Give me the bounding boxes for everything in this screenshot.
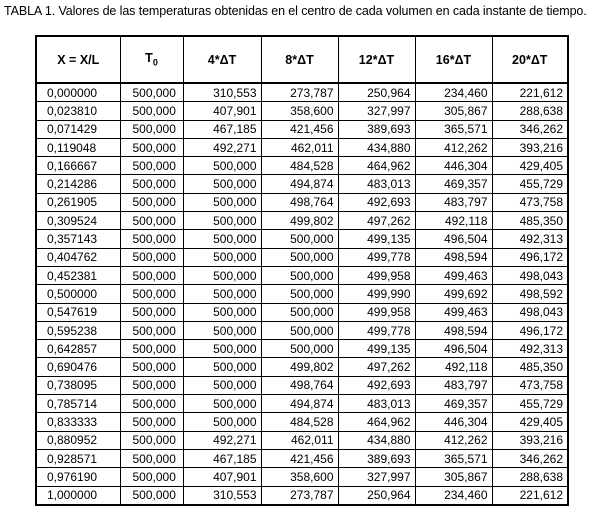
cell-8-dt: 500,000 xyxy=(261,340,338,358)
cell-20-dt: 473,758 xyxy=(492,376,568,394)
cell-8-dt: 500,000 xyxy=(261,321,338,339)
cell-t0: 500,000 xyxy=(120,175,183,193)
cell-position: 0,500000 xyxy=(36,285,120,303)
cell-t0: 500,000 xyxy=(120,358,183,376)
temperature-table xyxy=(35,35,569,506)
cell-4-dt: 500,000 xyxy=(183,212,261,230)
cell-16-dt: 498,594 xyxy=(415,248,492,266)
cell-position: 0,309524 xyxy=(36,212,120,230)
header-4-dt: 4*ΔT xyxy=(183,36,261,83)
table-row xyxy=(36,83,568,102)
cell-position: 0,880952 xyxy=(36,431,120,449)
cell-16-dt: 365,571 xyxy=(415,120,492,138)
table-row xyxy=(36,157,568,175)
table-row xyxy=(36,376,568,394)
cell-8-dt: 494,874 xyxy=(261,395,338,413)
cell-16-dt: 469,357 xyxy=(415,175,492,193)
cell-16-dt: 483,797 xyxy=(415,193,492,211)
cell-t0: 500,000 xyxy=(120,230,183,248)
cell-16-dt: 492,118 xyxy=(415,358,492,376)
cell-4-dt: 492,271 xyxy=(183,138,261,156)
cell-position: 0,119048 xyxy=(36,138,120,156)
cell-position: 0,071429 xyxy=(36,120,120,138)
cell-16-dt: 412,262 xyxy=(415,138,492,156)
cell-20-dt: 492,313 xyxy=(492,340,568,358)
cell-4-dt: 500,000 xyxy=(183,321,261,339)
cell-12-dt: 492,693 xyxy=(338,376,415,394)
cell-20-dt: 492,313 xyxy=(492,230,568,248)
cell-16-dt: 446,304 xyxy=(415,157,492,175)
cell-position: 0,214286 xyxy=(36,175,120,193)
cell-4-dt: 407,901 xyxy=(183,102,261,120)
cell-20-dt: 393,216 xyxy=(492,138,568,156)
cell-4-dt: 500,000 xyxy=(183,248,261,266)
cell-t0: 500,000 xyxy=(120,285,183,303)
cell-12-dt: 499,958 xyxy=(338,303,415,321)
cell-16-dt: 365,571 xyxy=(415,449,492,467)
cell-12-dt: 499,990 xyxy=(338,285,415,303)
cell-20-dt: 393,216 xyxy=(492,431,568,449)
cell-12-dt: 483,013 xyxy=(338,395,415,413)
header-t-label: T xyxy=(145,51,153,66)
cell-position: 0,595238 xyxy=(36,321,120,339)
table-row xyxy=(36,486,568,505)
cell-4-dt: 310,553 xyxy=(183,486,261,505)
cell-20-dt: 346,262 xyxy=(492,120,568,138)
cell-16-dt: 499,463 xyxy=(415,266,492,284)
table-row xyxy=(36,266,568,284)
cell-20-dt: 473,758 xyxy=(492,193,568,211)
cell-20-dt: 429,405 xyxy=(492,157,568,175)
cell-12-dt: 497,262 xyxy=(338,358,415,376)
cell-4-dt: 500,000 xyxy=(183,395,261,413)
cell-position: 0,547619 xyxy=(36,303,120,321)
cell-12-dt: 499,778 xyxy=(338,321,415,339)
table-row xyxy=(36,120,568,138)
table-row xyxy=(36,340,568,358)
cell-4-dt: 500,000 xyxy=(183,358,261,376)
cell-20-dt: 288,638 xyxy=(492,468,568,486)
cell-20-dt: 498,592 xyxy=(492,285,568,303)
cell-8-dt: 498,764 xyxy=(261,376,338,394)
cell-16-dt: 305,867 xyxy=(415,468,492,486)
table-row xyxy=(36,102,568,120)
cell-position: 0,404762 xyxy=(36,248,120,266)
cell-12-dt: 434,880 xyxy=(338,431,415,449)
cell-8-dt: 494,874 xyxy=(261,175,338,193)
cell-t0: 500,000 xyxy=(120,102,183,120)
header-20-dt: 20*ΔT xyxy=(492,36,568,83)
cell-4-dt: 500,000 xyxy=(183,193,261,211)
cell-16-dt: 446,304 xyxy=(415,413,492,431)
cell-12-dt: 327,997 xyxy=(338,468,415,486)
cell-8-dt: 500,000 xyxy=(261,230,338,248)
cell-8-dt: 421,456 xyxy=(261,449,338,467)
cell-4-dt: 500,000 xyxy=(183,303,261,321)
cell-t0: 500,000 xyxy=(120,138,183,156)
cell-20-dt: 429,405 xyxy=(492,413,568,431)
cell-8-dt: 500,000 xyxy=(261,248,338,266)
cell-t0: 500,000 xyxy=(120,340,183,358)
cell-4-dt: 500,000 xyxy=(183,157,261,175)
cell-position: 0,166667 xyxy=(36,157,120,175)
cell-position: 0,000000 xyxy=(36,83,120,102)
cell-t0: 500,000 xyxy=(120,468,183,486)
table-row xyxy=(36,321,568,339)
cell-20-dt: 221,612 xyxy=(492,83,568,102)
cell-20-dt: 346,262 xyxy=(492,449,568,467)
cell-t0: 500,000 xyxy=(120,303,183,321)
cell-position: 0,928571 xyxy=(36,449,120,467)
cell-8-dt: 273,787 xyxy=(261,83,338,102)
cell-position: 0,261905 xyxy=(36,193,120,211)
cell-t0: 500,000 xyxy=(120,395,183,413)
table-row xyxy=(36,212,568,230)
cell-position: 0,976190 xyxy=(36,468,120,486)
cell-12-dt: 499,135 xyxy=(338,340,415,358)
cell-t0: 500,000 xyxy=(120,413,183,431)
cell-12-dt: 434,880 xyxy=(338,138,415,156)
header-t-subscript: 0 xyxy=(152,57,158,68)
cell-8-dt: 462,011 xyxy=(261,431,338,449)
table-row xyxy=(36,358,568,376)
cell-8-dt: 500,000 xyxy=(261,303,338,321)
cell-t0: 500,000 xyxy=(120,193,183,211)
cell-8-dt: 273,787 xyxy=(261,486,338,505)
cell-t0: 500,000 xyxy=(120,321,183,339)
cell-4-dt: 500,000 xyxy=(183,285,261,303)
cell-t0: 500,000 xyxy=(120,212,183,230)
cell-20-dt: 288,638 xyxy=(492,102,568,120)
table-row xyxy=(36,248,568,266)
cell-t0: 500,000 xyxy=(120,83,183,102)
cell-20-dt: 485,350 xyxy=(492,212,568,230)
cell-16-dt: 483,797 xyxy=(415,376,492,394)
table-row xyxy=(36,193,568,211)
cell-12-dt: 483,013 xyxy=(338,175,415,193)
cell-20-dt: 496,172 xyxy=(492,248,568,266)
cell-t0: 500,000 xyxy=(120,120,183,138)
header-8-dt: 8*ΔT xyxy=(261,36,338,83)
cell-16-dt: 496,504 xyxy=(415,340,492,358)
cell-4-dt: 500,000 xyxy=(183,413,261,431)
cell-4-dt: 407,901 xyxy=(183,468,261,486)
cell-4-dt: 500,000 xyxy=(183,376,261,394)
cell-t0: 500,000 xyxy=(120,157,183,175)
cell-8-dt: 498,764 xyxy=(261,193,338,211)
cell-position: 0,452381 xyxy=(36,266,120,284)
cell-8-dt: 484,528 xyxy=(261,413,338,431)
cell-position: 0,642857 xyxy=(36,340,120,358)
cell-16-dt: 492,118 xyxy=(415,212,492,230)
cell-16-dt: 496,504 xyxy=(415,230,492,248)
table-row xyxy=(36,395,568,413)
cell-8-dt: 499,802 xyxy=(261,212,338,230)
table-caption: TABLA 1. Valores de las temperaturas obtenidas en el centro de cada volumen en cada instante de tiempo. xyxy=(4,4,587,18)
cell-16-dt: 234,460 xyxy=(415,83,492,102)
cell-16-dt: 469,357 xyxy=(415,395,492,413)
cell-4-dt: 500,000 xyxy=(183,175,261,193)
cell-4-dt: 467,185 xyxy=(183,449,261,467)
cell-16-dt: 305,867 xyxy=(415,102,492,120)
table-row xyxy=(36,138,568,156)
cell-12-dt: 499,778 xyxy=(338,248,415,266)
cell-12-dt: 250,964 xyxy=(338,486,415,505)
cell-12-dt: 497,262 xyxy=(338,212,415,230)
cell-20-dt: 455,729 xyxy=(492,175,568,193)
cell-12-dt: 389,693 xyxy=(338,449,415,467)
cell-16-dt: 499,692 xyxy=(415,285,492,303)
cell-20-dt: 455,729 xyxy=(492,395,568,413)
header-12-dt: 12*ΔT xyxy=(338,36,415,83)
cell-4-dt: 467,185 xyxy=(183,120,261,138)
cell-t0: 500,000 xyxy=(120,266,183,284)
cell-12-dt: 389,693 xyxy=(338,120,415,138)
cell-position: 0,738095 xyxy=(36,376,120,394)
cell-8-dt: 500,000 xyxy=(261,266,338,284)
cell-12-dt: 492,693 xyxy=(338,193,415,211)
cell-t0: 500,000 xyxy=(120,376,183,394)
cell-20-dt: 485,350 xyxy=(492,358,568,376)
cell-4-dt: 500,000 xyxy=(183,230,261,248)
cell-20-dt: 498,043 xyxy=(492,303,568,321)
table-row xyxy=(36,303,568,321)
cell-position: 0,023810 xyxy=(36,102,120,120)
cell-8-dt: 358,600 xyxy=(261,468,338,486)
cell-t0: 500,000 xyxy=(120,486,183,505)
cell-position: 0,833333 xyxy=(36,413,120,431)
cell-4-dt: 492,271 xyxy=(183,431,261,449)
cell-8-dt: 462,011 xyxy=(261,138,338,156)
cell-8-dt: 358,600 xyxy=(261,102,338,120)
cell-16-dt: 234,460 xyxy=(415,486,492,505)
table-row xyxy=(36,413,568,431)
cell-8-dt: 421,456 xyxy=(261,120,338,138)
table-row xyxy=(36,431,568,449)
cell-4-dt: 310,553 xyxy=(183,83,261,102)
cell-16-dt: 498,594 xyxy=(415,321,492,339)
cell-16-dt: 499,463 xyxy=(415,303,492,321)
table-row xyxy=(36,285,568,303)
cell-8-dt: 500,000 xyxy=(261,285,338,303)
table-body xyxy=(36,83,568,505)
cell-position: 1,000000 xyxy=(36,486,120,505)
cell-12-dt: 499,958 xyxy=(338,266,415,284)
header-row xyxy=(36,36,568,83)
cell-8-dt: 484,528 xyxy=(261,157,338,175)
table-row xyxy=(36,449,568,467)
header-16-dt: 16*ΔT xyxy=(415,36,492,83)
cell-t0: 500,000 xyxy=(120,449,183,467)
cell-position: 0,785714 xyxy=(36,395,120,413)
table-row xyxy=(36,230,568,248)
cell-12-dt: 250,964 xyxy=(338,83,415,102)
cell-4-dt: 500,000 xyxy=(183,340,261,358)
table-row xyxy=(36,468,568,486)
table-row xyxy=(36,175,568,193)
cell-20-dt: 221,612 xyxy=(492,486,568,505)
cell-8-dt: 499,802 xyxy=(261,358,338,376)
cell-position: 0,357143 xyxy=(36,230,120,248)
cell-12-dt: 327,997 xyxy=(338,102,415,120)
header-position: X = X/L xyxy=(36,36,120,83)
cell-12-dt: 464,962 xyxy=(338,413,415,431)
cell-t0: 500,000 xyxy=(120,248,183,266)
cell-4-dt: 500,000 xyxy=(183,266,261,284)
cell-20-dt: 496,172 xyxy=(492,321,568,339)
temperature-table-container xyxy=(35,35,567,506)
cell-16-dt: 412,262 xyxy=(415,431,492,449)
cell-t0: 500,000 xyxy=(120,431,183,449)
header-initial-temperature xyxy=(120,36,183,83)
cell-20-dt: 498,043 xyxy=(492,266,568,284)
cell-12-dt: 464,962 xyxy=(338,157,415,175)
cell-12-dt: 499,135 xyxy=(338,230,415,248)
cell-position: 0,690476 xyxy=(36,358,120,376)
